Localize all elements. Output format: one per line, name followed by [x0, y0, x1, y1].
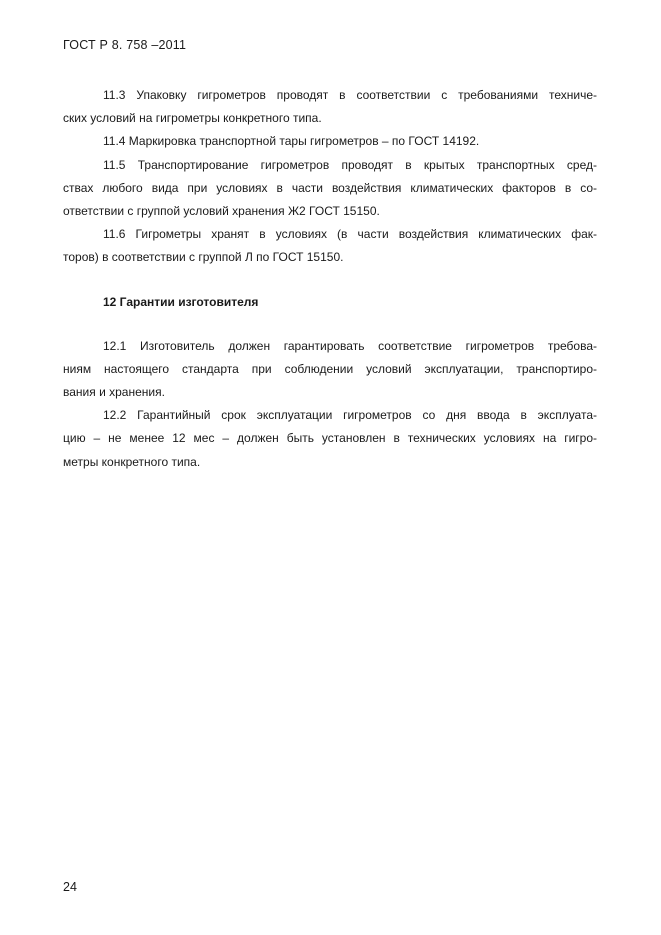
text-line: 11.5 Транспортирование гигрометров проводят в крытых транспортных сред-: [103, 157, 597, 172]
paragraph-11-5: [63, 154, 597, 224]
text-line: вания и хранения.: [63, 385, 165, 400]
document-body: [63, 84, 597, 474]
paragraph-11-4: [63, 130, 597, 153]
text-line: ствах любого вида при условиях в части воздействия климатических факторов в со-: [63, 180, 597, 195]
text-line: ских условий на гигрометры конкретного типа.: [63, 111, 322, 126]
text-line: 12.1 Изготовитель должен гарантировать соответствие гигрометров требова-: [103, 338, 597, 353]
section-heading-12: 12 Гарантии изготовителя: [103, 294, 259, 309]
document-id-header: ГОСТ Р 8. 758 –2011: [63, 38, 187, 52]
page-number: 24: [63, 880, 77, 894]
text-line: метры конкретного типа.: [63, 454, 201, 469]
text-line: ниям настоящего стандарта при соблюдении условий эксплуатации, транспортиро-: [63, 361, 597, 376]
paragraph-12-1: [63, 335, 597, 405]
text-line: 12.2 Гарантийный срок эксплуатации гигрометров со дня ввода в эксплуата-: [103, 408, 597, 423]
text-line: 11.3 Упаковку гигрометров проводят в соответствии с требованиями техниче-: [103, 88, 597, 102]
text-line: 11.6 Гигрометры хранят в условиях (в части воздействия климатических фак-: [103, 227, 597, 242]
text-line: 11.4 Маркировка транспортной тары гигрометров – по ГОСТ 14192.: [103, 134, 480, 149]
paragraph-12-2: [63, 404, 597, 474]
text-line: цию – не менее 12 мес – должен быть установлен в технических условиях на гигро-: [63, 431, 597, 446]
text-line: торов) в соответствии с группой Л по ГОСТ 15150.: [63, 250, 344, 265]
paragraph-11-3: [63, 84, 597, 130]
text-line: ответствии с группой условий хранения Ж2 ГОСТ 15150.: [63, 203, 380, 218]
paragraph-11-6: [63, 223, 597, 269]
